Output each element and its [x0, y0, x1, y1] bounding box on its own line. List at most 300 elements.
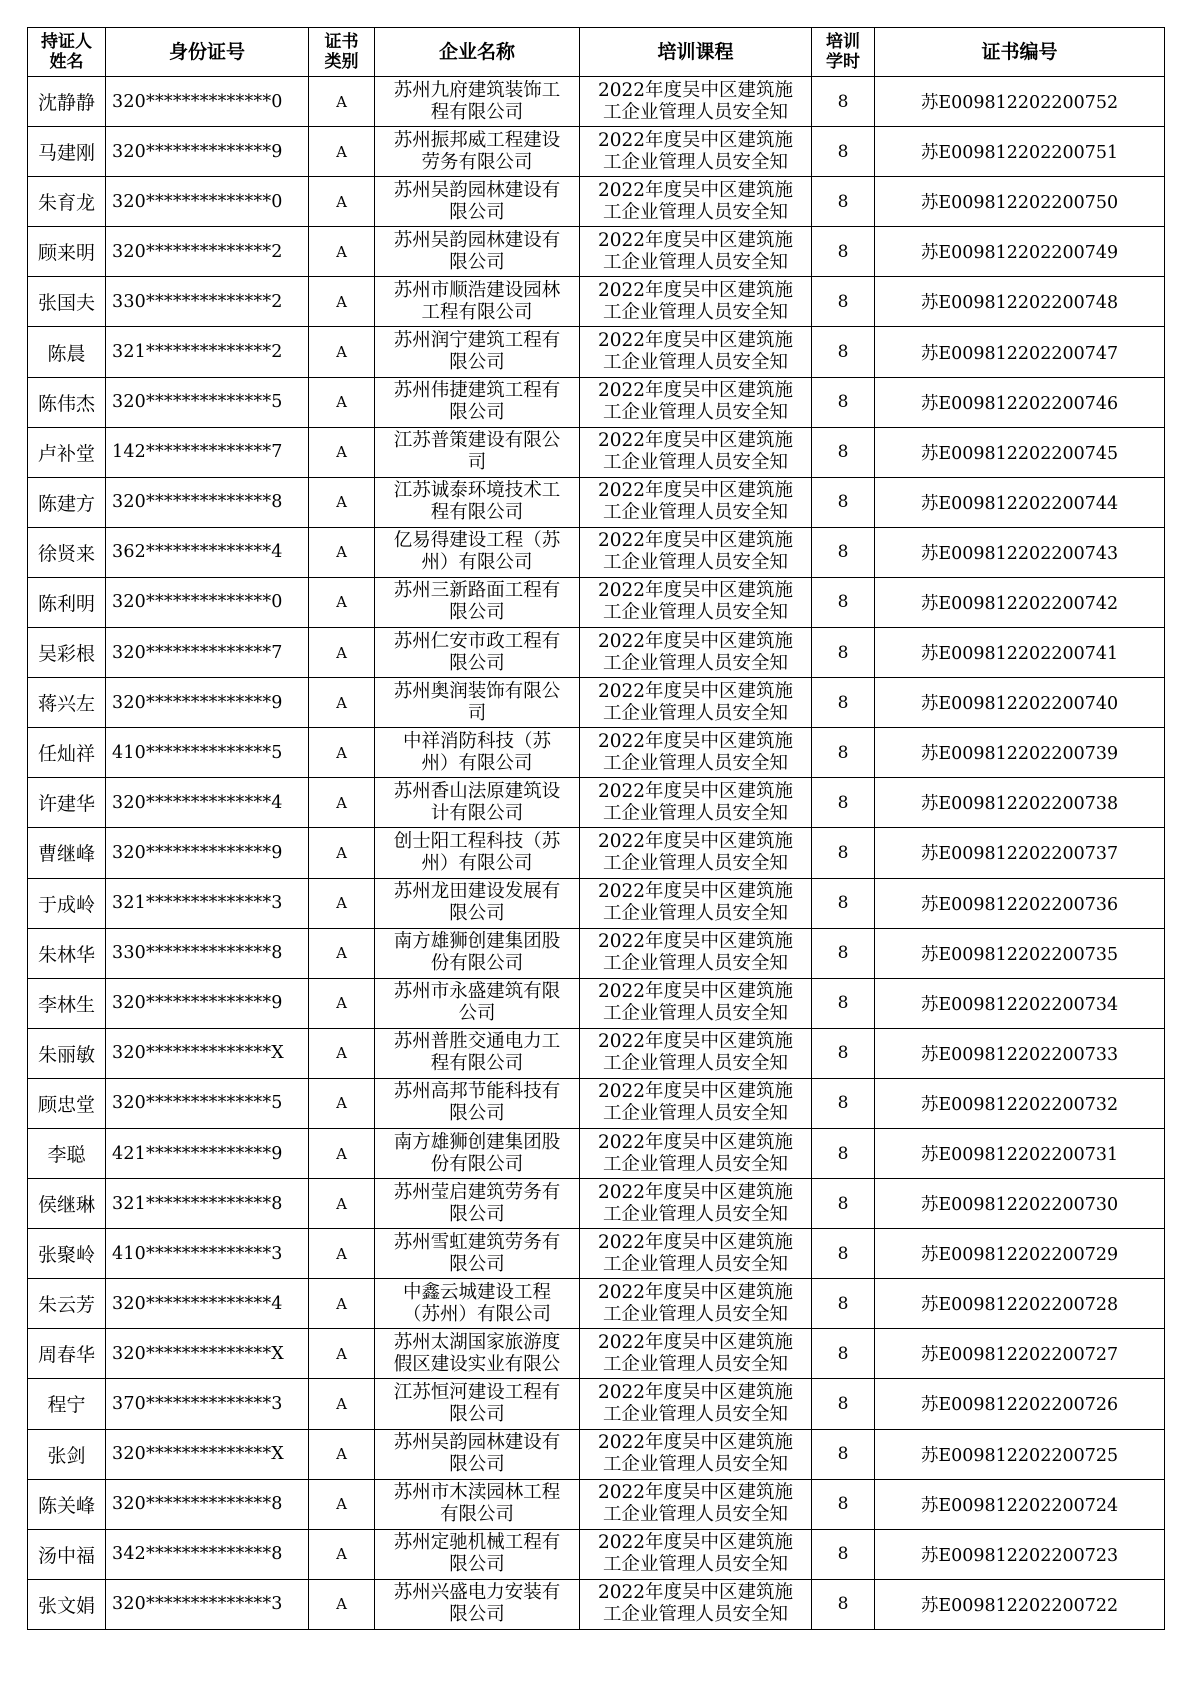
cert-type: A	[309, 77, 375, 127]
certificate-table	[27, 27, 1165, 1630]
company-name-line2: 份有限公司	[430, 1153, 524, 1175]
cert-number: 苏E009812202200736	[875, 878, 1165, 928]
training-course-line2: 工企业管理人员安全知	[602, 652, 788, 674]
training-course-line1: 2022年度吴中区建筑施	[597, 179, 794, 201]
company-name	[375, 1579, 580, 1629]
company-name-line2: （苏州）有限公司	[402, 1303, 551, 1325]
training-hours: 8	[812, 427, 875, 477]
training-course-line2: 工企业管理人员安全知	[602, 802, 788, 824]
company-name	[375, 1429, 580, 1479]
training-course-line1: 2022年度吴中区建筑施	[597, 680, 794, 702]
training-hours: 8	[812, 377, 875, 427]
cert-number: 苏E009812202200728	[875, 1279, 1165, 1329]
training-course-line2: 工企业管理人员安全知	[602, 201, 788, 223]
company-name-line2: 司	[467, 452, 487, 474]
id-number: 321**************3	[106, 878, 309, 928]
training-hours: 8	[812, 1579, 875, 1629]
cert-type: A	[309, 1529, 375, 1579]
training-hours: 8	[812, 1028, 875, 1078]
training-hours: 8	[812, 1379, 875, 1429]
training-course-line1: 2022年度吴中区建筑施	[597, 1031, 794, 1053]
company-name-line1: 亿易得建设工程（苏	[393, 530, 561, 552]
company-name-line2: 限公司	[449, 352, 505, 374]
company-name-line2: 有限公司	[439, 1504, 514, 1526]
header-hours	[812, 28, 875, 77]
holder-name: 陈关峰	[28, 1479, 106, 1529]
cert-type: A	[309, 327, 375, 377]
company-name-line2: 州）有限公司	[421, 552, 533, 574]
training-hours: 8	[812, 577, 875, 627]
table-row	[28, 1579, 1165, 1629]
training-course	[580, 1179, 812, 1229]
training-course	[580, 1329, 812, 1379]
header-cert-number: 证书编号	[875, 28, 1165, 77]
cert-type: A	[309, 828, 375, 878]
training-course	[580, 77, 812, 127]
training-course-line2: 工企业管理人员安全知	[602, 301, 788, 323]
company-name-line2: 限公司	[449, 652, 505, 674]
cert-number: 苏E009812202200741	[875, 628, 1165, 678]
table-row	[28, 227, 1165, 277]
company-name	[375, 177, 580, 227]
id-number: 342**************8	[106, 1529, 309, 1579]
company-name-line1: 苏州龙田建设发展有	[393, 881, 561, 903]
training-course	[580, 628, 812, 678]
training-course	[580, 1379, 812, 1429]
training-course-line2: 工企业管理人员安全知	[602, 402, 788, 424]
training-hours: 8	[812, 177, 875, 227]
company-name-line1: 江苏诚泰环境技术工	[393, 480, 561, 502]
training-hours: 8	[812, 277, 875, 327]
company-name-line1: 苏州普胜交通电力工	[393, 1031, 561, 1053]
holder-name: 陈利明	[28, 577, 106, 627]
company-name	[375, 427, 580, 477]
cert-type: A	[309, 1078, 375, 1128]
id-number: 370**************3	[106, 1379, 309, 1429]
company-name	[375, 377, 580, 427]
header-company: 企业名称	[375, 28, 580, 77]
cert-type: A	[309, 177, 375, 227]
holder-name: 任灿祥	[28, 728, 106, 778]
id-number: 320**************0	[106, 77, 309, 127]
company-name-line2: 程有限公司	[430, 1053, 524, 1075]
table-row	[28, 1479, 1165, 1529]
training-course-line1: 2022年度吴中区建筑施	[597, 129, 794, 151]
id-number: 320**************X	[106, 1329, 309, 1379]
id-number: 320**************9	[106, 828, 309, 878]
cert-number: 苏E009812202200750	[875, 177, 1165, 227]
training-hours: 8	[812, 878, 875, 928]
training-course-line1: 2022年度吴中区建筑施	[597, 1381, 794, 1403]
company-name-line2: 限公司	[449, 1253, 505, 1275]
training-course-line1: 2022年度吴中区建筑施	[597, 931, 794, 953]
cert-type: A	[309, 878, 375, 928]
table-row	[28, 1078, 1165, 1128]
company-name-line2: 限公司	[449, 1203, 505, 1225]
table-row	[28, 527, 1165, 577]
cert-number: 苏E009812202200732	[875, 1078, 1165, 1128]
cert-number: 苏E009812202200722	[875, 1579, 1165, 1629]
training-course	[580, 1279, 812, 1329]
company-name	[375, 127, 580, 177]
training-course-line2: 工企业管理人员安全知	[602, 1053, 788, 1075]
training-course	[580, 928, 812, 978]
cert-number: 苏E009812202200744	[875, 477, 1165, 527]
cert-number: 苏E009812202200737	[875, 828, 1165, 878]
training-course-line1: 2022年度吴中区建筑施	[597, 630, 794, 652]
training-hours: 8	[812, 628, 875, 678]
table-row	[28, 477, 1165, 527]
table-row	[28, 928, 1165, 978]
training-course-line2: 工企业管理人员安全知	[602, 1203, 788, 1225]
training-hours: 8	[812, 1529, 875, 1579]
company-name-line2: 份有限公司	[430, 953, 524, 975]
cert-type: A	[309, 1279, 375, 1329]
company-name-line2: 限公司	[449, 201, 505, 223]
training-course	[580, 878, 812, 928]
table-row	[28, 978, 1165, 1028]
company-name-line1: 苏州仁安市政工程有	[393, 630, 561, 652]
holder-name: 张聚岭	[28, 1229, 106, 1279]
company-name-line1: 苏州吴韵园林建设有	[393, 179, 561, 201]
cert-number: 苏E009812202200739	[875, 728, 1165, 778]
id-number: 320**************9	[106, 978, 309, 1028]
cert-type: A	[309, 227, 375, 277]
holder-name: 吴彩根	[28, 628, 106, 678]
training-hours: 8	[812, 477, 875, 527]
cert-number: 苏E009812202200743	[875, 527, 1165, 577]
cert-type: A	[309, 427, 375, 477]
cert-type: A	[309, 1429, 375, 1479]
table-row	[28, 1229, 1165, 1279]
training-course-line1: 2022年度吴中区建筑施	[597, 1532, 794, 1554]
training-course	[580, 778, 812, 828]
company-name-line1: 苏州莹启建筑劳务有	[393, 1181, 561, 1203]
cert-type: A	[309, 628, 375, 678]
training-course-line2: 工企业管理人员安全知	[602, 101, 788, 123]
table-row	[28, 177, 1165, 227]
company-name-line1: 苏州吴韵园林建设有	[393, 229, 561, 251]
training-course-line1: 2022年度吴中区建筑施	[597, 1181, 794, 1203]
cert-number: 苏E009812202200752	[875, 77, 1165, 127]
id-number: 320**************9	[106, 127, 309, 177]
training-course-line2: 工企业管理人员安全知	[602, 1003, 788, 1025]
training-course	[580, 1529, 812, 1579]
holder-name: 朱林华	[28, 928, 106, 978]
cert-number: 苏E009812202200727	[875, 1329, 1165, 1379]
company-name	[375, 678, 580, 728]
holder-name: 顾忠堂	[28, 1078, 106, 1128]
company-name	[375, 1329, 580, 1379]
training-course	[580, 1128, 812, 1178]
company-name	[375, 1279, 580, 1329]
company-name-line2: 限公司	[449, 402, 505, 424]
cert-number: 苏E009812202200747	[875, 327, 1165, 377]
cert-number: 苏E009812202200738	[875, 778, 1165, 828]
cert-number: 苏E009812202200740	[875, 678, 1165, 728]
company-name-line2: 工程有限公司	[421, 301, 533, 323]
company-name	[375, 1128, 580, 1178]
company-name-line1: 江苏普策建设有限公	[393, 430, 561, 452]
id-number: 320**************3	[106, 1579, 309, 1629]
training-course-line1: 2022年度吴中区建筑施	[597, 530, 794, 552]
company-name-line2: 限公司	[449, 251, 505, 273]
training-course-line1: 2022年度吴中区建筑施	[597, 981, 794, 1003]
company-name	[375, 277, 580, 327]
id-number: 362**************4	[106, 527, 309, 577]
training-hours: 8	[812, 527, 875, 577]
training-course	[580, 828, 812, 878]
training-course-line2: 工企业管理人员安全知	[602, 1303, 788, 1325]
header-holder-name-line2: 姓名	[49, 52, 84, 72]
company-name	[375, 1028, 580, 1078]
table-row	[28, 1429, 1165, 1479]
company-name	[375, 978, 580, 1028]
cert-type: A	[309, 928, 375, 978]
company-name-line1: 江苏恒河建设工程有	[393, 1381, 561, 1403]
training-course-line2: 工企业管理人员安全知	[602, 1153, 788, 1175]
id-number: 320**************2	[106, 227, 309, 277]
training-hours: 8	[812, 77, 875, 127]
training-hours: 8	[812, 1078, 875, 1128]
training-hours: 8	[812, 1179, 875, 1229]
company-name	[375, 1379, 580, 1429]
company-name-line1: 南方雄狮创建集团股	[393, 1131, 561, 1153]
training-course-line2: 工企业管理人员安全知	[602, 752, 788, 774]
id-number: 320**************0	[106, 177, 309, 227]
training-course-line1: 2022年度吴中区建筑施	[597, 1081, 794, 1103]
table-row	[28, 628, 1165, 678]
cert-type: A	[309, 127, 375, 177]
holder-name: 许建华	[28, 778, 106, 828]
cert-number: 苏E009812202200749	[875, 227, 1165, 277]
training-course-line1: 2022年度吴中区建筑施	[597, 79, 794, 101]
id-number: 320**************X	[106, 1028, 309, 1078]
id-number: 320**************7	[106, 628, 309, 678]
training-course	[580, 227, 812, 277]
training-course	[580, 127, 812, 177]
company-name	[375, 527, 580, 577]
company-name	[375, 628, 580, 678]
training-course-line1: 2022年度吴中区建筑施	[597, 229, 794, 251]
holder-name: 汤中福	[28, 1529, 106, 1579]
company-name-line1: 苏州香山法原建筑设	[393, 780, 561, 802]
company-name-line1: 苏州兴盛电力安装有	[393, 1582, 561, 1604]
training-course	[580, 1479, 812, 1529]
training-hours: 8	[812, 828, 875, 878]
company-name	[375, 1078, 580, 1128]
training-course-line2: 工企业管理人员安全知	[602, 903, 788, 925]
table-body	[28, 77, 1165, 1630]
holder-name: 朱丽敏	[28, 1028, 106, 1078]
header-holder-name	[28, 28, 106, 77]
company-name-line2: 限公司	[449, 1454, 505, 1476]
training-course-line1: 2022年度吴中区建筑施	[597, 830, 794, 852]
company-name	[375, 327, 580, 377]
table-row	[28, 427, 1165, 477]
holder-name: 于成岭	[28, 878, 106, 928]
company-name	[375, 878, 580, 928]
training-course	[580, 577, 812, 627]
training-course	[580, 1028, 812, 1078]
cert-type: A	[309, 377, 375, 427]
id-number: 320**************0	[106, 577, 309, 627]
company-name-line1: 苏州九府建筑装饰工	[393, 79, 561, 101]
company-name-line1: 苏州雪虹建筑劳务有	[393, 1231, 561, 1253]
company-name-line2: 限公司	[449, 602, 505, 624]
company-name	[375, 778, 580, 828]
company-name-line2: 程有限公司	[430, 502, 524, 524]
cert-type: A	[309, 1229, 375, 1279]
cert-type: A	[309, 1329, 375, 1379]
company-name-line2: 计有限公司	[430, 802, 524, 824]
table-row	[28, 577, 1165, 627]
cert-type: A	[309, 1479, 375, 1529]
cert-type: A	[309, 1179, 375, 1229]
cert-type: A	[309, 477, 375, 527]
training-course-line1: 2022年度吴中区建筑施	[597, 1582, 794, 1604]
cert-number: 苏E009812202200751	[875, 127, 1165, 177]
table-row	[28, 1128, 1165, 1178]
training-course	[580, 728, 812, 778]
training-course-line2: 工企业管理人员安全知	[602, 1604, 788, 1626]
training-course	[580, 427, 812, 477]
company-name-line2: 公司	[458, 1003, 496, 1025]
cert-number: 苏E009812202200745	[875, 427, 1165, 477]
training-course	[580, 477, 812, 527]
table-row	[28, 828, 1165, 878]
id-number: 320**************8	[106, 1479, 309, 1529]
id-number: 320**************4	[106, 1279, 309, 1329]
cert-number: 苏E009812202200734	[875, 978, 1165, 1028]
company-name-line1: 苏州奥润装饰有限公	[393, 680, 561, 702]
training-hours: 8	[812, 327, 875, 377]
company-name	[375, 1529, 580, 1579]
company-name-line1: 苏州太湖国家旅游度	[393, 1331, 561, 1353]
training-course-line2: 工企业管理人员安全知	[602, 502, 788, 524]
training-hours: 8	[812, 227, 875, 277]
table-row	[28, 277, 1165, 327]
holder-name: 侯继琳	[28, 1179, 106, 1229]
training-course-line1: 2022年度吴中区建筑施	[597, 279, 794, 301]
holder-name: 张国夫	[28, 277, 106, 327]
holder-name: 程宁	[28, 1379, 106, 1429]
header-cert-type-line1: 证书	[324, 32, 359, 52]
cert-number: 苏E009812202200730	[875, 1179, 1165, 1229]
table-row	[28, 878, 1165, 928]
training-course-line2: 工企业管理人员安全知	[602, 953, 788, 975]
training-course-line2: 工企业管理人员安全知	[602, 1454, 788, 1476]
cert-number: 苏E009812202200729	[875, 1229, 1165, 1279]
cert-type: A	[309, 1379, 375, 1429]
cert-number: 苏E009812202200726	[875, 1379, 1165, 1429]
training-course-line1: 2022年度吴中区建筑施	[597, 881, 794, 903]
training-course	[580, 277, 812, 327]
training-course-line2: 工企业管理人员安全知	[602, 352, 788, 374]
training-course	[580, 1229, 812, 1279]
id-number: 320**************8	[106, 477, 309, 527]
training-course	[580, 527, 812, 577]
company-name-line1: 苏州振邦威工程建设	[393, 129, 561, 151]
header-hours-line2: 学时	[826, 52, 860, 72]
training-course-line2: 工企业管理人员安全知	[602, 1103, 788, 1125]
cert-type: A	[309, 978, 375, 1028]
company-name-line1: 创士阳工程科技（苏	[393, 830, 561, 852]
cert-number: 苏E009812202200746	[875, 377, 1165, 427]
holder-name: 陈伟杰	[28, 377, 106, 427]
table-row	[28, 1379, 1165, 1429]
company-name-line2: 限公司	[449, 1403, 505, 1425]
id-number: 410**************5	[106, 728, 309, 778]
holder-name: 蒋兴左	[28, 678, 106, 728]
header-hours-line1: 培训	[826, 32, 860, 52]
header-cert-type-line2: 类别	[324, 52, 359, 72]
id-number: 320**************4	[106, 778, 309, 828]
training-hours: 8	[812, 1479, 875, 1529]
table-row	[28, 1179, 1165, 1229]
holder-name: 朱云芳	[28, 1279, 106, 1329]
training-hours: 8	[812, 1128, 875, 1178]
training-course-line2: 工企业管理人员安全知	[602, 452, 788, 474]
holder-name: 陈晨	[28, 327, 106, 377]
training-hours: 8	[812, 127, 875, 177]
company-name-line2: 限公司	[449, 1604, 505, 1626]
holder-name: 张文娟	[28, 1579, 106, 1629]
training-course-line1: 2022年度吴中区建筑施	[597, 1331, 794, 1353]
training-course	[580, 177, 812, 227]
holder-name: 张剑	[28, 1429, 106, 1479]
training-course-line2: 工企业管理人员安全知	[602, 702, 788, 724]
table-row	[28, 1279, 1165, 1329]
header-course: 培训课程	[580, 28, 812, 77]
training-course	[580, 377, 812, 427]
holder-name: 周春华	[28, 1329, 106, 1379]
header-cert-type	[309, 28, 375, 77]
holder-name: 曹继峰	[28, 828, 106, 878]
training-course	[580, 1429, 812, 1479]
training-course-line2: 工企业管理人员安全知	[602, 151, 788, 173]
company-name-line2: 程有限公司	[430, 101, 524, 123]
id-number: 330**************8	[106, 928, 309, 978]
training-course-line1: 2022年度吴中区建筑施	[597, 1131, 794, 1153]
company-name-line1: 苏州润宁建筑工程有	[393, 330, 561, 352]
id-number: 142**************7	[106, 427, 309, 477]
training-course-line1: 2022年度吴中区建筑施	[597, 430, 794, 452]
cert-type: A	[309, 1128, 375, 1178]
id-number: 320**************X	[106, 1429, 309, 1479]
training-hours: 8	[812, 1229, 875, 1279]
company-name-line1: 苏州三新路面工程有	[393, 580, 561, 602]
training-course-line2: 工企业管理人员安全知	[602, 1403, 788, 1425]
holder-name: 李林生	[28, 978, 106, 1028]
cert-number: 苏E009812202200735	[875, 928, 1165, 978]
id-number: 321**************2	[106, 327, 309, 377]
company-name	[375, 1179, 580, 1229]
company-name	[375, 828, 580, 878]
company-name-line1: 苏州市木渎园林工程	[393, 1482, 561, 1504]
training-course-line1: 2022年度吴中区建筑施	[597, 580, 794, 602]
table-row	[28, 778, 1165, 828]
company-name-line2: 假区建设实业有限公	[393, 1353, 561, 1375]
training-course-line1: 2022年度吴中区建筑施	[597, 1482, 794, 1504]
training-course-line2: 工企业管理人员安全知	[602, 602, 788, 624]
company-name	[375, 1479, 580, 1529]
holder-name: 朱育龙	[28, 177, 106, 227]
cert-number: 苏E009812202200724	[875, 1479, 1165, 1529]
training-course-line1: 2022年度吴中区建筑施	[597, 1231, 794, 1253]
holder-name: 徐贤来	[28, 527, 106, 577]
cert-type: A	[309, 277, 375, 327]
